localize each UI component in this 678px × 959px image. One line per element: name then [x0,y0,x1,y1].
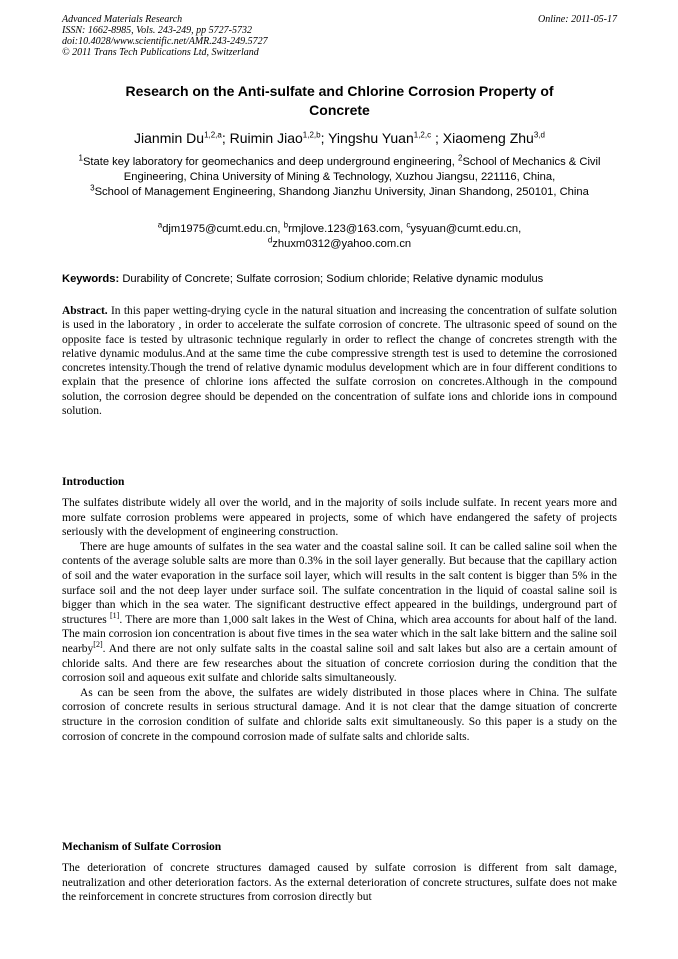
paragraph: The sulfates distribute widely all over the world, and in the majority of soils include sulfate. In recent years more and more sulfate corrosion problems were appeared in projects, some of which have endangered the safety of projects seriously with the development of engineering construction. [62,497,617,539]
affiliation-2: School of Mechanics & Civil Engineering, China University of Mining & Technology, Xuzhou Jiangsu, 221116, China, [123,156,601,183]
email-sup: a [157,220,163,230]
author-separator: ; [431,130,443,146]
email-sup: b [283,220,289,230]
title-line-2: Concrete [309,102,370,118]
email-d[interactable]: zhuxm0312@yahoo.com.cn [272,237,412,250]
paper-title [62,82,617,120]
affil-sup: 3 [90,182,95,192]
author-affil-sup: 3,d [533,130,545,140]
title-line-1: Research on the Anti-sulfate and Chlorine Corrosion Property of [125,83,554,99]
author-emails [62,222,617,251]
keywords-text: Durability of Concrete; Sulfate corrosion; Sodium chloride; Relative dynamic modulus [122,273,544,285]
paragraph: As can be seen from the above, the sulfates are widely distributed in those places where in China. The sulfate corrosion of concrete results in serious structural damage. And it is not clear that the damge situation of concrerte structure in the corrosion condition of sulfate and chloride salts exit simultaneously. So this paper is a study on the corrosion of concrete in the compound corrosion made of sulfate salts and chloride salts. [62,686,617,743]
email-a[interactable]: djm1975@cumt.edu.cn, [162,223,284,235]
affil-sup: 2 [458,153,463,163]
affil-sup: 1 [78,153,83,163]
mechanism-body [62,861,617,905]
affiliation-3: School of Management Engineering, Shandong Jianzhu University, Jinan Shandong, 250101, China [94,185,589,198]
abstract-text: In this paper wetting-drying cycle in the natural situation and increasing the concentration of sulfate solution is used in the laboratory , in order to accelerate the sulfate corrosion of concrete. The ultrasonic speed of sound on the opposite face is tested by ultrasonic technique regularly in order to reflect the change of concretes strength with the relative dynamic modulus.And at the same time the cube compressive strength test is used to detemine the corrosioned concretes intensity.Though the trend of relative dynamic modulus development which are in four different conditions to explain that the presence of chlorine ions affected the sulfate corrosion on concretes.Although in the compound solution, the corrosion degree should be depended on the concentration of sulfate ions and chloride ions in compound solution. [62,305,617,418]
paragraph-text: . There are more than 1,000 salt lakes in the West of China, which area accounts for about half of the land. The main corrosion ion concentration is about five times in the sea water which in the salt lake bittern and the saline soil nearby [62,613,617,655]
email-c[interactable]: ysyuan@cumt.edu.cn, [410,223,522,235]
doi-line: doi:10.4028/www.scientific.net/AMR.243-249.5727 [62,36,268,47]
author-name: Jianmin Du [134,130,205,146]
author-name: Yingshu Yuan [328,130,414,146]
running-header [62,14,617,58]
author-affil-sup: 1,2,b [302,130,321,140]
email-sup: c [406,220,411,230]
abstract [62,304,617,418]
issn-line: ISSN: 1662-8985, Vols. 243-249, pp 5727-5732 [62,25,252,36]
online-date: Online: 2011-05-17 [538,14,617,25]
paragraph-text: . And there are not only sulfate salts in the coastal saline soil and salt lakes but also are a certain amount of chloride salts. And there are few researches about the situation of concrete corriosion during the condition that the corrosion soil and aqueous exit sulfate and chloride salts simultaneously. [62,642,617,685]
citation-ref[interactable]: [2] [93,640,103,650]
email-b[interactable]: rmjlove.123@163.com, [288,223,407,235]
author-name: Xiaomeng Zhu [442,130,534,146]
author-name: Ruimin Jiao [229,130,303,146]
introduction-body [62,496,617,744]
author-affil-sup: 1,2,c [413,130,432,140]
paragraph: The deterioration of concrete structures damaged caused by sulfate corrosion is different from salt damage, neutralization and other deterioration factors. As the external deterioration of concrete structures, sulfate does not make the reinforcement in concrete structures from corrosion directly but [62,862,617,904]
paragraph-text: There are huge amounts of sulfates in the sea water and the coastal saline soil. It can be called saline soil when the contents of the average soluble salts are more than 0.3% in the soil layer generally. But because that the capillary action of soil and the water evaporation in the surface soil layer, which will results in the salt content is bigger than 5% in the surface soil and the not deep layer under surface soil. The sulfate concentration in the liquid of coastal saline soil is bigger than which in the sea water. The significant destructive effect appeared in the buildings, underground part of structures [62,540,617,626]
citation-ref[interactable]: [1] [110,610,120,620]
keywords-label: Keywords: [62,273,120,285]
author-list [62,129,617,147]
author-separator: ; [320,130,329,146]
abstract-label: Abstract. [62,305,108,317]
copyright-line: © 2011 Trans Tech Publications Ltd, Switzerland [62,47,259,58]
affiliation-1: State key laboratory for geomechanics and deep underground engineering, [82,156,458,168]
journal-name: Advanced Materials Research [62,14,183,25]
email-sup: d [267,234,273,244]
author-affil-sup: 1,2,a [204,130,222,140]
section-heading-introduction: Introduction [62,476,125,488]
affiliations [62,155,617,199]
paragraph [62,540,617,686]
keywords [62,272,617,286]
author-separator: ; [221,130,230,146]
section-heading-mechanism: Mechanism of Sulfate Corrosion [62,841,222,853]
